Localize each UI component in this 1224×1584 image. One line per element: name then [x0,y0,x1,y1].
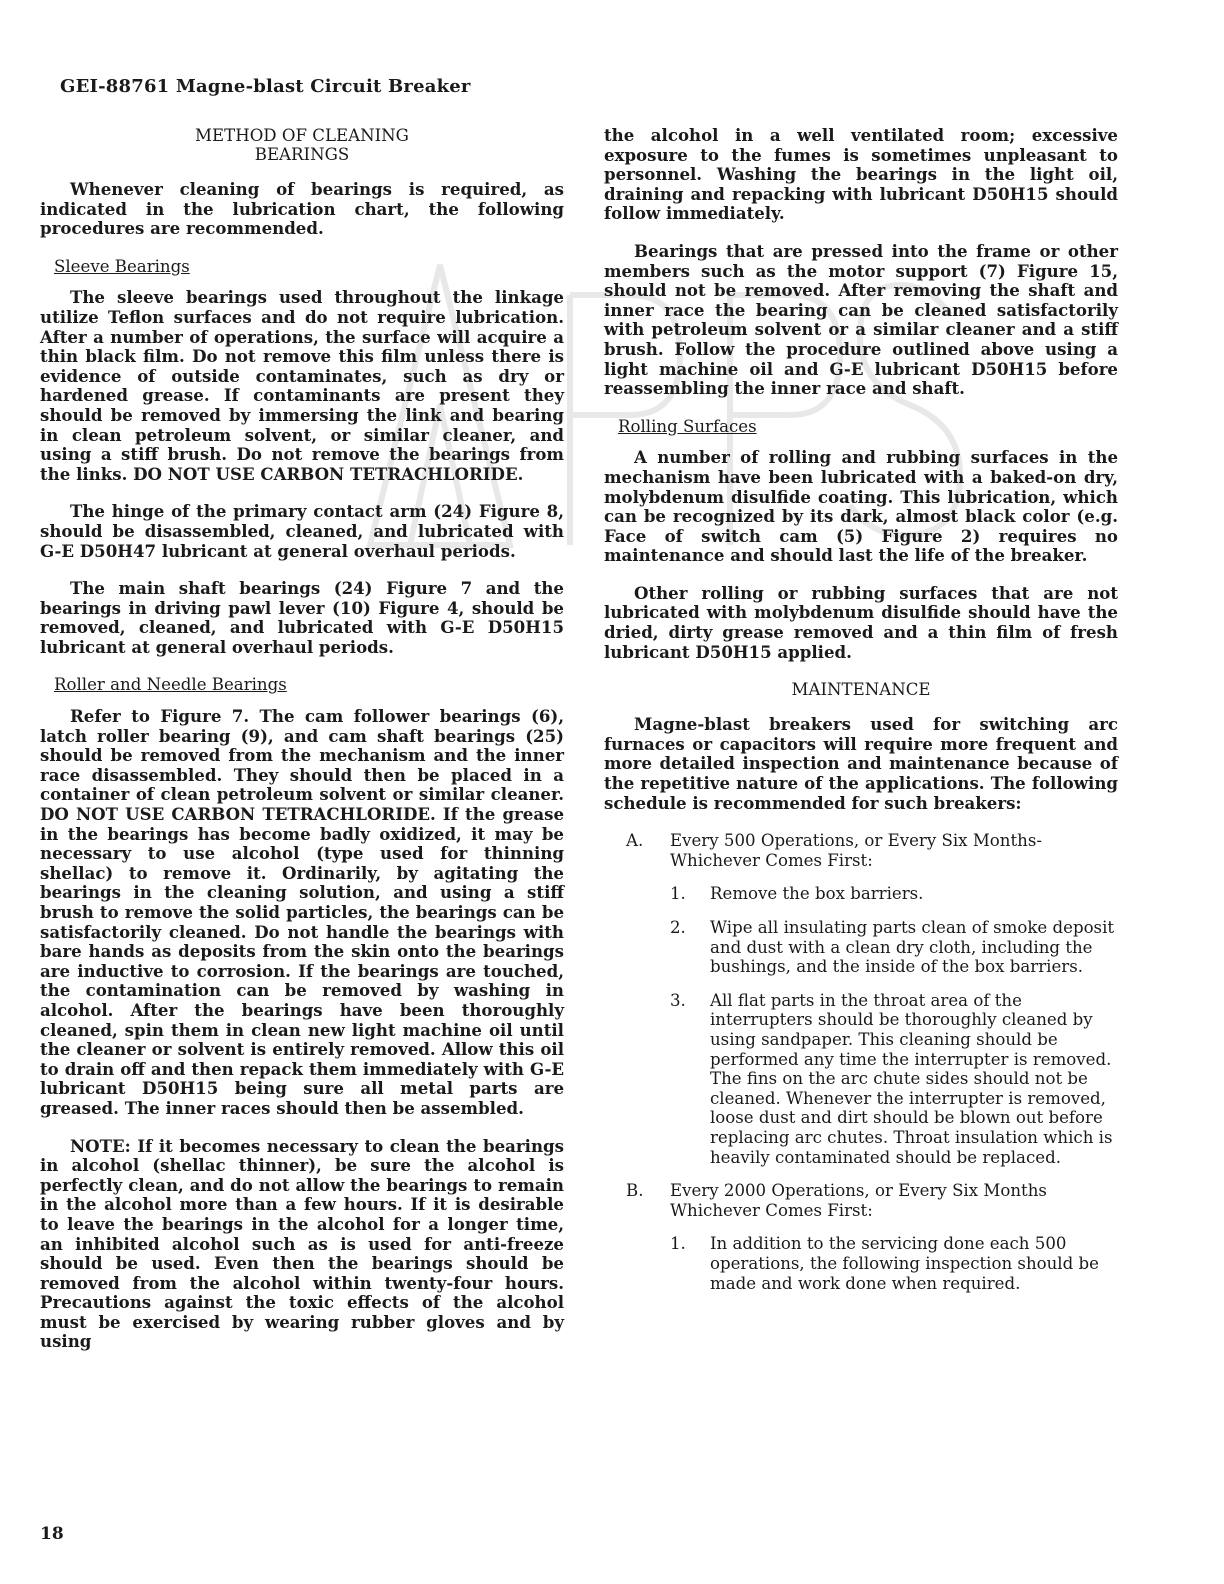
list-text: Wipe all insulating parts clean of smoke deposit and dust with a clean dry cloth, including the bushings, and the inside of the box barriers. [710,918,1115,977]
list-text: Every 500 Operations, or Every Six Months-Whichever Comes First: [670,831,1042,870]
sleeve-paragraph-1: The sleeve bearings used throughout the linkage utilize Teflon surfaces and do not require lubrication. After a number of operations, the surface will acquire a thin black film. Do not remove this film unless there is evidence of outside contaminates, such as dry or hardened grease. If contaminants are present they should be removed by immersing the link and bearing in clean petroleum solvent, or similar cleaner, and using a stiff brush. Do not remove the bearings from the links. DO NOT USE CARBON TETRACHLORIDE. [40,287,564,484]
schedule-item-a [626,831,1118,870]
rolling-paragraph-2: Other rolling or rubbing surfaces that are not lubricated with molybdenum disulfide should have the dried, dirty grease removed and a thin film of fresh lubricant D50H15 applied. [604,582,1118,662]
maintenance-heading: MAINTENANCE [791,680,931,700]
rolling-surfaces-heading: Rolling Surfaces [618,416,757,436]
maintenance-schedule-list [626,831,1118,1293]
schedule-a-sublist [670,884,1118,1167]
sleeve-paragraph-3: The main shaft bearings (24) Figure 7 and the bearings in driving pawl lever (10) Figure 4, should be removed, cleaned, and lubricated with G-E D50H15 lubricant at general overhaul periods. [40,578,564,657]
intro-paragraph: Whenever cleaning of bearings is required, as indicated in the lubrication chart, the following procedures are recommended. [40,179,564,239]
cleaning-heading [40,126,564,164]
list-marker: 3. [670,990,686,1010]
list-text: All flat parts in the throat area of the interrupters should be thoroughly cleaned by using sandpaper. This cleaning should be performed any time the interrupter is removed. The fins on the arc chute sides should not be cleaned. Whenever the interrupter is removed, loose dust and dirt should be blown out before replacing arc chutes. Throat insulation which is heavily contaminated should be replaced. [710,990,1113,1167]
page-header-title: GEI-88761 Magne-blast Circuit Breaker [60,76,471,97]
schedule-item-a1 [670,884,1118,904]
list-text: In addition to the servicing done each 500 operations, the following inspection should be made and work done when required. [710,1234,1099,1293]
list-marker: 2. [670,918,686,937]
right-column [604,126,1118,1307]
list-text: Remove the box barriers. [710,884,924,904]
roller-paragraph: Refer to Figure 7. The cam follower bearings (6), latch roller bearing (9), and cam shaft bearings (25) should be removed from the mechanism and the inner race disassembled. They should then be placed in a container of clean petroleum solvent or similar cleaner. DO NOT USE CARBON TETRACHLORIDE. If the grease in the bearings has become badly oxidized, it may be necessary to use alcohol (type used for thinning shellac) to remove it. Ordinarily, by agitating the bearings in the cleaning solution, and using a stiff brush to remove the solid particles, the bearings can be satisfactorily cleaned. Do not handle the bearings with bare hands as deposits from the skin onto the bearings are inductive to corrosion. If the bearings are touched, the contamination can be removed by washing in alcohol. After the bearings have been thoroughly cleaned, spin them in clean new light machine oil until the cleaner or solvent is entirely removed. Allow this oil to drain off and then repack them immediately with G-E lubricant D50H15 being sure all metal parts are greased. The inner races should then be assembled. [40,706,564,1118]
list-text: Every 2000 Operations, or Every Six Months Whichever Comes First: [670,1181,1047,1220]
list-marker: B. [626,1181,644,1201]
sleeve-paragraph-2: The hinge of the primary contact arm (24) Figure 8, should be disassembled, cleaned, and lubricated with G-E D50H47 lubricant at general overhaul periods. [40,501,564,561]
pressed-bearings-paragraph: Bearings that are pressed into the frame or other members such as the motor support (7) Figure 15, should not be removed. After removing the shaft and inner race the bearing can be cleaned satisfactorily with petroleum solvent or a similar cleaner and a stiff brush. Follow the procedure outlined above using a light machine oil and G-E lubricant D50H15 before reassembling the inner race and shaft. [604,240,1118,399]
page-number: 18 [40,1524,64,1544]
left-column [40,126,564,1370]
schedule-item-b1 [670,1234,1118,1293]
maintenance-paragraph: Magne-blast breakers used for switching arc furnaces or capacitors will require more frequent and more detailed inspection and maintenance because of the repetitive nature of the applications. The following schedule is recommended for such breakers: [604,714,1118,813]
list-marker: 1. [670,884,686,904]
schedule-item-b [626,1181,1118,1220]
schedule-item-a3 [670,991,1118,1167]
sleeve-bearings-heading: Sleeve Bearings [54,256,190,276]
list-marker: A. [626,831,644,851]
note-paragraph: NOTE: If it becomes necessary to clean the bearings in alcohol (shellac thinner), be sure the alcohol is perfectly clean, and do not allow the bearings to remain in the alcohol more than a few hours. If it is desirable to leave the bearings in the alcohol for a longer time, an inhibited alcohol such as is used for anti-freeze should be used. Even then the bearings should be removed from the alcohol within twenty-four hours. Precautions against the toxic effects of the alcohol must be exercised by wearing rubber gloves and by using [40,1135,564,1352]
roller-needle-heading: Roller and Needle Bearings [54,675,287,695]
cleaning-heading-line2: BEARINGS [254,145,350,164]
alcohol-continuation-paragraph: the alcohol in a well ventilated room; excessive exposure to the fumes is sometimes unpleasant to personnel. Washing the bearings in the light oil, draining and repacking with lubricant D50H15 should follow immediately. [604,125,1118,224]
schedule-b-sublist [670,1234,1118,1293]
cleaning-heading-line1: METHOD OF CLEANING [195,126,409,145]
schedule-item-a2 [670,918,1118,977]
list-marker: 1. [670,1234,686,1254]
rolling-paragraph-1: A number of rolling and rubbing surfaces in the mechanism have been lubricated with a baked-on dry, molybdenum disulfide coating. This lubrication, which can be recognized by its dark, almost black color (e.g. Face of switch cam (5) Figure 2) requires no maintenance and should last the life of the breaker. [604,447,1118,566]
